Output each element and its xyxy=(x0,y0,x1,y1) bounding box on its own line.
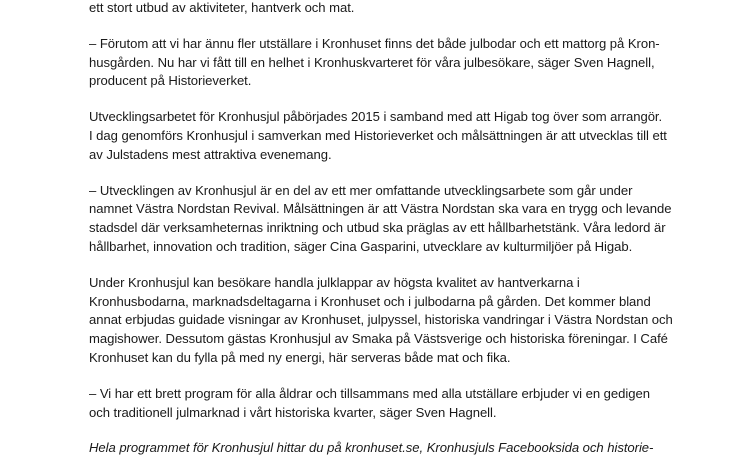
text-line: Kronhusbodarna, marknadsdeltagarna i Kronhuset och i julbodarna på gården. Det kommer bland xyxy=(89,293,651,309)
paragraph-quote-hagnell-program xyxy=(89,385,659,423)
paragraph-visitor-activities xyxy=(89,274,673,368)
paragraph-intro-tail xyxy=(89,0,659,18)
text-line: Under Kronhusjul kan besökare handla julklappar av högsta kvalitet av hantverkarna i xyxy=(89,274,580,290)
text-line: – Förutom att vi har ännu fler utställare i Kronhuset finns det både julbodar och ett mattorg på Kron- xyxy=(89,35,660,51)
text-line: hållbarhet, innovation och tradition, säger Cina Gasparini, utvecklare av kulturmiljöer på Higab. xyxy=(89,238,633,254)
text-line: Kronhuset kan du fylla på med ny energi, här serveras både mat och fika. xyxy=(89,349,511,365)
text-line: och traditionell julmarknad i vårt historiska kvarter, säger Sven Hagnell. xyxy=(89,404,497,420)
text-line: – Vi har ett brett program för alla åldrar och tillsammans med alla utställare erbjuder vi en gedigen xyxy=(89,385,650,401)
text-line: – Utvecklingen av Kronhusjul är en del av ett mer omfattande utvecklingsarbete som går under xyxy=(89,182,633,198)
text-line: husgården. Nu har vi fått till en helhet i Kronhuskvarteret för våra julbesökare, säger Sven Hagnell, xyxy=(89,54,655,70)
text-line: producent på Historieverket. xyxy=(89,73,252,89)
text-line: stadsdel där verksamheternas inriktning och utbud ska präglas av ett hållbarhetstänk. Våra ledord är xyxy=(89,220,666,236)
text-line: I dag genomförs Kronhusjul i samverkan med Historieverket och målsättningen är att utvecklas till ett xyxy=(89,127,667,143)
paragraph-development-history xyxy=(89,108,667,164)
text-line: annat erbjudas guidade visningar av Kronhuset, julpyssel, historiska vandringar i Västra Nordstan och xyxy=(89,312,673,328)
text-line: Hela programmet för Kronhusjul hittar du på kronhuset.se, Kronhusjuls Facebooksida och historie- xyxy=(89,440,654,456)
text-line: ett stort utbud av aktiviteter, hantverk och mat. xyxy=(89,0,355,15)
text-line: av Julstadens mest attraktiva evenemang. xyxy=(89,146,332,162)
paragraph-program-info xyxy=(89,439,659,458)
paragraph-quote-hagnell-exhibitors xyxy=(89,35,659,91)
text-line: Utvecklingsarbetet för Kronhusjul påbörjades 2015 i samband med att Higab tog över som arrangör. xyxy=(89,109,663,125)
paragraph-quote-gasparini xyxy=(89,182,672,257)
text-line: magishower. Dessutom gästas Kronhusjul av Smaka på Västsverige och historiska föreningar. I Café xyxy=(89,331,668,347)
document-body xyxy=(89,0,673,475)
text-line: namnet Västra Nordstan Revival. Målsättningen är att Västra Nordstan ska vara en trygg och levande xyxy=(89,201,672,217)
